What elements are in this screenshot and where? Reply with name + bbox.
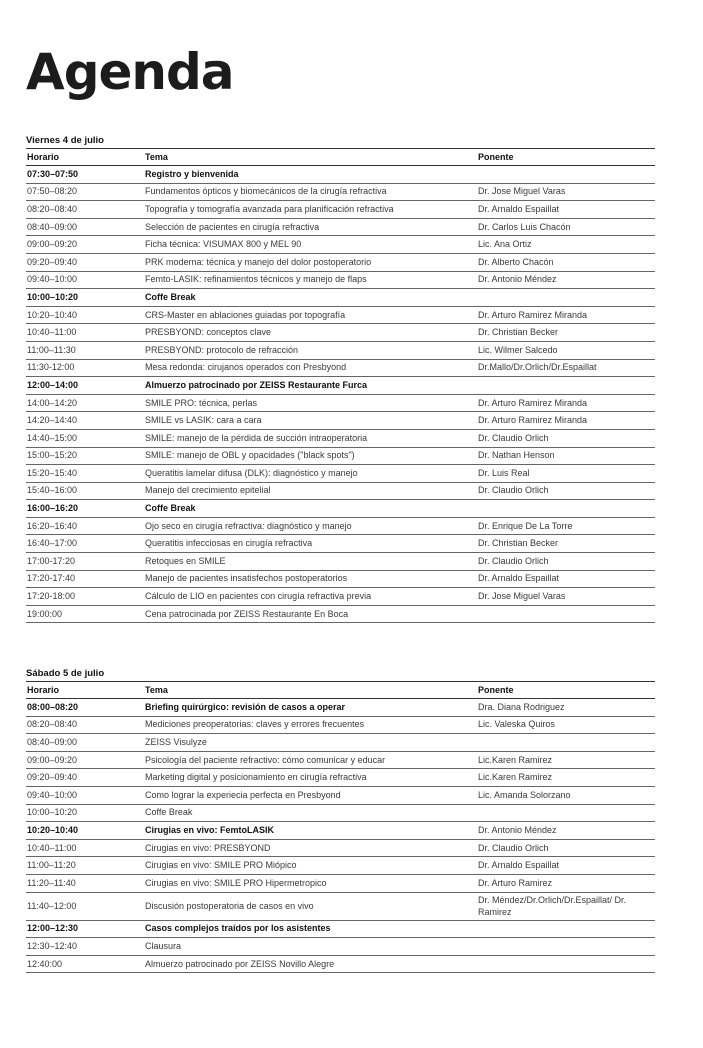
row-speaker: Lic. Amanda Solorzano (477, 786, 655, 804)
row-topic: Ficha técnica: VISUMAX 800 y MEL 90 (144, 236, 477, 254)
agenda-row (26, 166, 655, 184)
row-speaker: Dr. Arnaldo Espaillat (477, 857, 655, 875)
row-speaker: Dr. Méndez/Dr.Orlich/Dr.Espaillat/ Dr. Ramirez (477, 892, 655, 920)
agenda-row (26, 377, 655, 395)
row-speaker (477, 938, 655, 956)
day-label: Viernes 4 de julio (26, 135, 104, 146)
row-speaker: Dr. Antonio Méndez (477, 271, 655, 289)
row-time: 17:20-17:40 (26, 570, 144, 588)
row-speaker: Dr. Alberto Chacón (477, 253, 655, 271)
row-topic: ZEISS Visulyze (144, 734, 477, 752)
row-time: 16:40–17:00 (26, 535, 144, 553)
agenda-row (26, 201, 655, 219)
agenda-row (26, 570, 655, 588)
agenda-table (26, 148, 655, 623)
row-speaker: Dr. Claudio Orlich (477, 553, 655, 571)
row-topic: Registro y bienvenida (144, 166, 477, 184)
row-topic: Retoques en SMILE (144, 553, 477, 571)
row-topic: Almuerzo patrocinado por ZEISS Restaurante Furca (144, 377, 477, 395)
row-time: 09:00–09:20 (26, 751, 144, 769)
row-topic: Fundamentos ópticos y biomecánicos de la cirugía refractiva (144, 183, 477, 201)
header-topic: Tema (144, 682, 477, 699)
row-time: 10:40–11:00 (26, 839, 144, 857)
row-time: 09:00–09:20 (26, 236, 144, 254)
agenda-row (26, 955, 655, 973)
row-topic: SMILE: manejo de OBL y opacidades ("black spots") (144, 447, 477, 465)
agenda-row (26, 429, 655, 447)
row-time: 19:00:00 (26, 605, 144, 623)
agenda-row (26, 271, 655, 289)
row-time: 09:20–09:40 (26, 769, 144, 787)
row-time: 12:40:00 (26, 955, 144, 973)
agenda-row (26, 447, 655, 465)
header-speaker: Ponente (477, 149, 655, 166)
agenda-row (26, 324, 655, 342)
row-speaker: Dr. Christian Becker (477, 324, 655, 342)
row-time: 17:20-18:00 (26, 588, 144, 606)
row-time: 08:40–09:00 (26, 218, 144, 236)
row-speaker: Dr. Arturo Ramirez (477, 874, 655, 892)
row-topic: Queratitis lamelar difusa (DLK): diagnóstico y manejo (144, 465, 477, 483)
row-speaker: Dr. Arturo Ramirez Miranda (477, 394, 655, 412)
agenda-row (26, 822, 655, 840)
row-speaker: Lic.Karen Ramirez (477, 751, 655, 769)
agenda-row (26, 465, 655, 483)
row-topic: Discusión postoperatoria de casos en vivo (144, 892, 477, 920)
row-topic: Coffe Break (144, 500, 477, 518)
row-time: 16:20–16:40 (26, 517, 144, 535)
row-time: 07:50–08:20 (26, 183, 144, 201)
row-topic: Briefing quirúrgico: revisión de casos a operar (144, 699, 477, 717)
header-time: Horario (26, 682, 144, 699)
row-time: 08:40–09:00 (26, 734, 144, 752)
row-speaker (477, 166, 655, 184)
row-topic: Cirugias en vivo: SMILE PRO Miópico (144, 857, 477, 875)
agenda-day-friday (26, 134, 655, 623)
agenda-row (26, 804, 655, 822)
row-speaker (477, 734, 655, 752)
agenda-row (26, 289, 655, 307)
row-topic: PRESBYOND: conceptos clave (144, 324, 477, 342)
agenda-row (26, 236, 655, 254)
agenda-row (26, 734, 655, 752)
table-header-row (26, 149, 655, 166)
row-topic: Almuerzo patrocinado por ZEISS Novillo Alegre (144, 955, 477, 973)
row-time: 10:40–11:00 (26, 324, 144, 342)
row-topic: Manejo de pacientes insatisfechos postoperatorios (144, 570, 477, 588)
row-speaker: Dra. Diana Rodriguez (477, 699, 655, 717)
row-topic: Marketing digital y posicionamiento en cirugía refractiva (144, 769, 477, 787)
row-time: 14:20–14:40 (26, 412, 144, 430)
row-speaker (477, 377, 655, 395)
row-topic: Coffe Break (144, 804, 477, 822)
row-speaker (477, 920, 655, 938)
row-topic: Ojo seco en cirugía refractiva: diagnóstico y manejo (144, 517, 477, 535)
agenda-row (26, 716, 655, 734)
row-time: 11:00–11:30 (26, 341, 144, 359)
agenda-row (26, 699, 655, 717)
row-time: 10:20–10:40 (26, 822, 144, 840)
row-topic: PRK moderna: técnica y manejo del dolor postoperatorio (144, 253, 477, 271)
agenda-row (26, 605, 655, 623)
header-time: Horario (26, 149, 144, 166)
row-time: 14:00–14:20 (26, 394, 144, 412)
header-topic: Tema (144, 149, 477, 166)
row-time: 15:40–16:00 (26, 482, 144, 500)
row-speaker (477, 605, 655, 623)
row-speaker: Dr. Arnaldo Espaillat (477, 570, 655, 588)
row-speaker: Dr. Arturo Ramirez Miranda (477, 306, 655, 324)
agenda-row (26, 839, 655, 857)
agenda-row (26, 359, 655, 377)
row-topic: Manejo del crecimiento epitelial (144, 482, 477, 500)
row-speaker: Lic.Karen Ramirez (477, 769, 655, 787)
agenda-row (26, 938, 655, 956)
row-topic: Cirugias en vivo: PRESBYOND (144, 839, 477, 857)
row-time: 09:20–09:40 (26, 253, 144, 271)
agenda-row (26, 751, 655, 769)
row-time: 08:00–08:20 (26, 699, 144, 717)
row-time: 11:40–12:00 (26, 892, 144, 920)
agenda-row (26, 183, 655, 201)
row-topic: Femto-LASIK: refinamientos técnicos y manejo de flaps (144, 271, 477, 289)
agenda-row (26, 218, 655, 236)
row-time: 10:00–10:20 (26, 804, 144, 822)
agenda-row (26, 394, 655, 412)
row-time: 09:40–10:00 (26, 271, 144, 289)
row-topic: SMILE: manejo de la pérdida de succión intraoperatoria (144, 429, 477, 447)
row-topic: Coffe Break (144, 289, 477, 307)
row-speaker (477, 955, 655, 973)
agenda-row (26, 874, 655, 892)
row-speaker: Dr.Mallo/Dr.Orlich/Dr.Espaillat (477, 359, 655, 377)
row-time: 17:00-17:20 (26, 553, 144, 571)
row-speaker: Dr. Luis Real (477, 465, 655, 483)
row-topic: Queratitis infecciosas en cirugía refractiva (144, 535, 477, 553)
row-topic: SMILE vs LASIK: cara a cara (144, 412, 477, 430)
row-topic: Mesa redonda: cirujanos operados con Presbyond (144, 359, 477, 377)
agenda-row (26, 306, 655, 324)
row-time: 11:20–11:40 (26, 874, 144, 892)
agenda-row (26, 857, 655, 875)
agenda-row (26, 517, 655, 535)
row-speaker: Lic. Wilmer Salcedo (477, 341, 655, 359)
row-topic: Clausura (144, 938, 477, 956)
agenda-row (26, 769, 655, 787)
row-speaker: Dr. Nathan Henson (477, 447, 655, 465)
row-speaker: Dr. Claudio Orlich (477, 482, 655, 500)
row-topic: Casos complejos traídos por los asistentes (144, 920, 477, 938)
row-time: 09:40–10:00 (26, 786, 144, 804)
row-time: 15:00–15:20 (26, 447, 144, 465)
agenda-day-saturday (26, 667, 655, 973)
row-time: 14:40–15:00 (26, 429, 144, 447)
row-speaker: Dr. Claudio Orlich (477, 429, 655, 447)
row-topic: Cirugias en vivo: FemtoLASIK (144, 822, 477, 840)
row-topic: Topografía y tomografía avanzada para planificación refractiva (144, 201, 477, 219)
row-time: 10:20–10:40 (26, 306, 144, 324)
row-speaker: Dr. Jose Miguel Varas (477, 588, 655, 606)
row-topic: CRS-Master en ablaciones guiadas por topografía (144, 306, 477, 324)
agenda-row (26, 535, 655, 553)
agenda-row (26, 892, 655, 920)
row-speaker: Dr. Jose Miguel Varas (477, 183, 655, 201)
row-time: 08:20–08:40 (26, 201, 144, 219)
row-speaker: Lic. Ana Ortiz (477, 236, 655, 254)
row-time: 11:00–11:20 (26, 857, 144, 875)
row-topic: SMILE PRO: técnica, perlas (144, 394, 477, 412)
agenda-row (26, 553, 655, 571)
row-topic: Cena patrocinada por ZEISS Restaurante En Boca (144, 605, 477, 623)
row-time: 10:00–10:20 (26, 289, 144, 307)
agenda-row (26, 482, 655, 500)
row-topic: Como lograr la experiecia perfecta en Presbyond (144, 786, 477, 804)
agenda-row (26, 500, 655, 518)
agenda-row (26, 588, 655, 606)
page-title: Agenda (26, 43, 234, 101)
header-speaker: Ponente (477, 682, 655, 699)
agenda-row (26, 412, 655, 430)
row-time: 11:30-12:00 (26, 359, 144, 377)
row-topic: Psicología del paciente refractivo: cómo comunicar y educar (144, 751, 477, 769)
row-time: 16:00–16:20 (26, 500, 144, 518)
row-speaker: Dr. Carlos Luis Chacón (477, 218, 655, 236)
row-speaker: Dr. Arnaldo Espaillat (477, 201, 655, 219)
row-speaker: Dr. Claudio Orlich (477, 839, 655, 857)
row-topic: Mediciones preoperatorias: claves y errores frecuentes (144, 716, 477, 734)
row-speaker (477, 500, 655, 518)
row-speaker: Lic. Valeska Quiros (477, 716, 655, 734)
row-time: 12:00–14:00 (26, 377, 144, 395)
row-topic: Cirugias en vivo: SMILE PRO Hipermetropico (144, 874, 477, 892)
agenda-table (26, 681, 655, 973)
row-time: 07:30–07:50 (26, 166, 144, 184)
row-topic: PRESBYOND: protocolo de refracción (144, 341, 477, 359)
day-label: Sábado 5 de julio (26, 668, 105, 679)
row-time: 08:20–08:40 (26, 716, 144, 734)
row-speaker (477, 289, 655, 307)
row-speaker: Dr. Arturo Ramirez Miranda (477, 412, 655, 430)
row-time: 15:20–15:40 (26, 465, 144, 483)
row-speaker: Dr. Enrique De La Torre (477, 517, 655, 535)
agenda-row (26, 920, 655, 938)
row-time: 12:30–12:40 (26, 938, 144, 956)
row-speaker: Dr. Christian Becker (477, 535, 655, 553)
row-topic: Cálculo de LIO en pacientes con cirugía refractiva previa (144, 588, 477, 606)
agenda-row (26, 786, 655, 804)
agenda-row (26, 341, 655, 359)
row-speaker: Dr. Antonio Méndez (477, 822, 655, 840)
row-time: 12:00–12:30 (26, 920, 144, 938)
table-header-row (26, 682, 655, 699)
agenda-row (26, 253, 655, 271)
row-speaker (477, 804, 655, 822)
row-topic: Selección de pacientes en cirugía refractiva (144, 218, 477, 236)
